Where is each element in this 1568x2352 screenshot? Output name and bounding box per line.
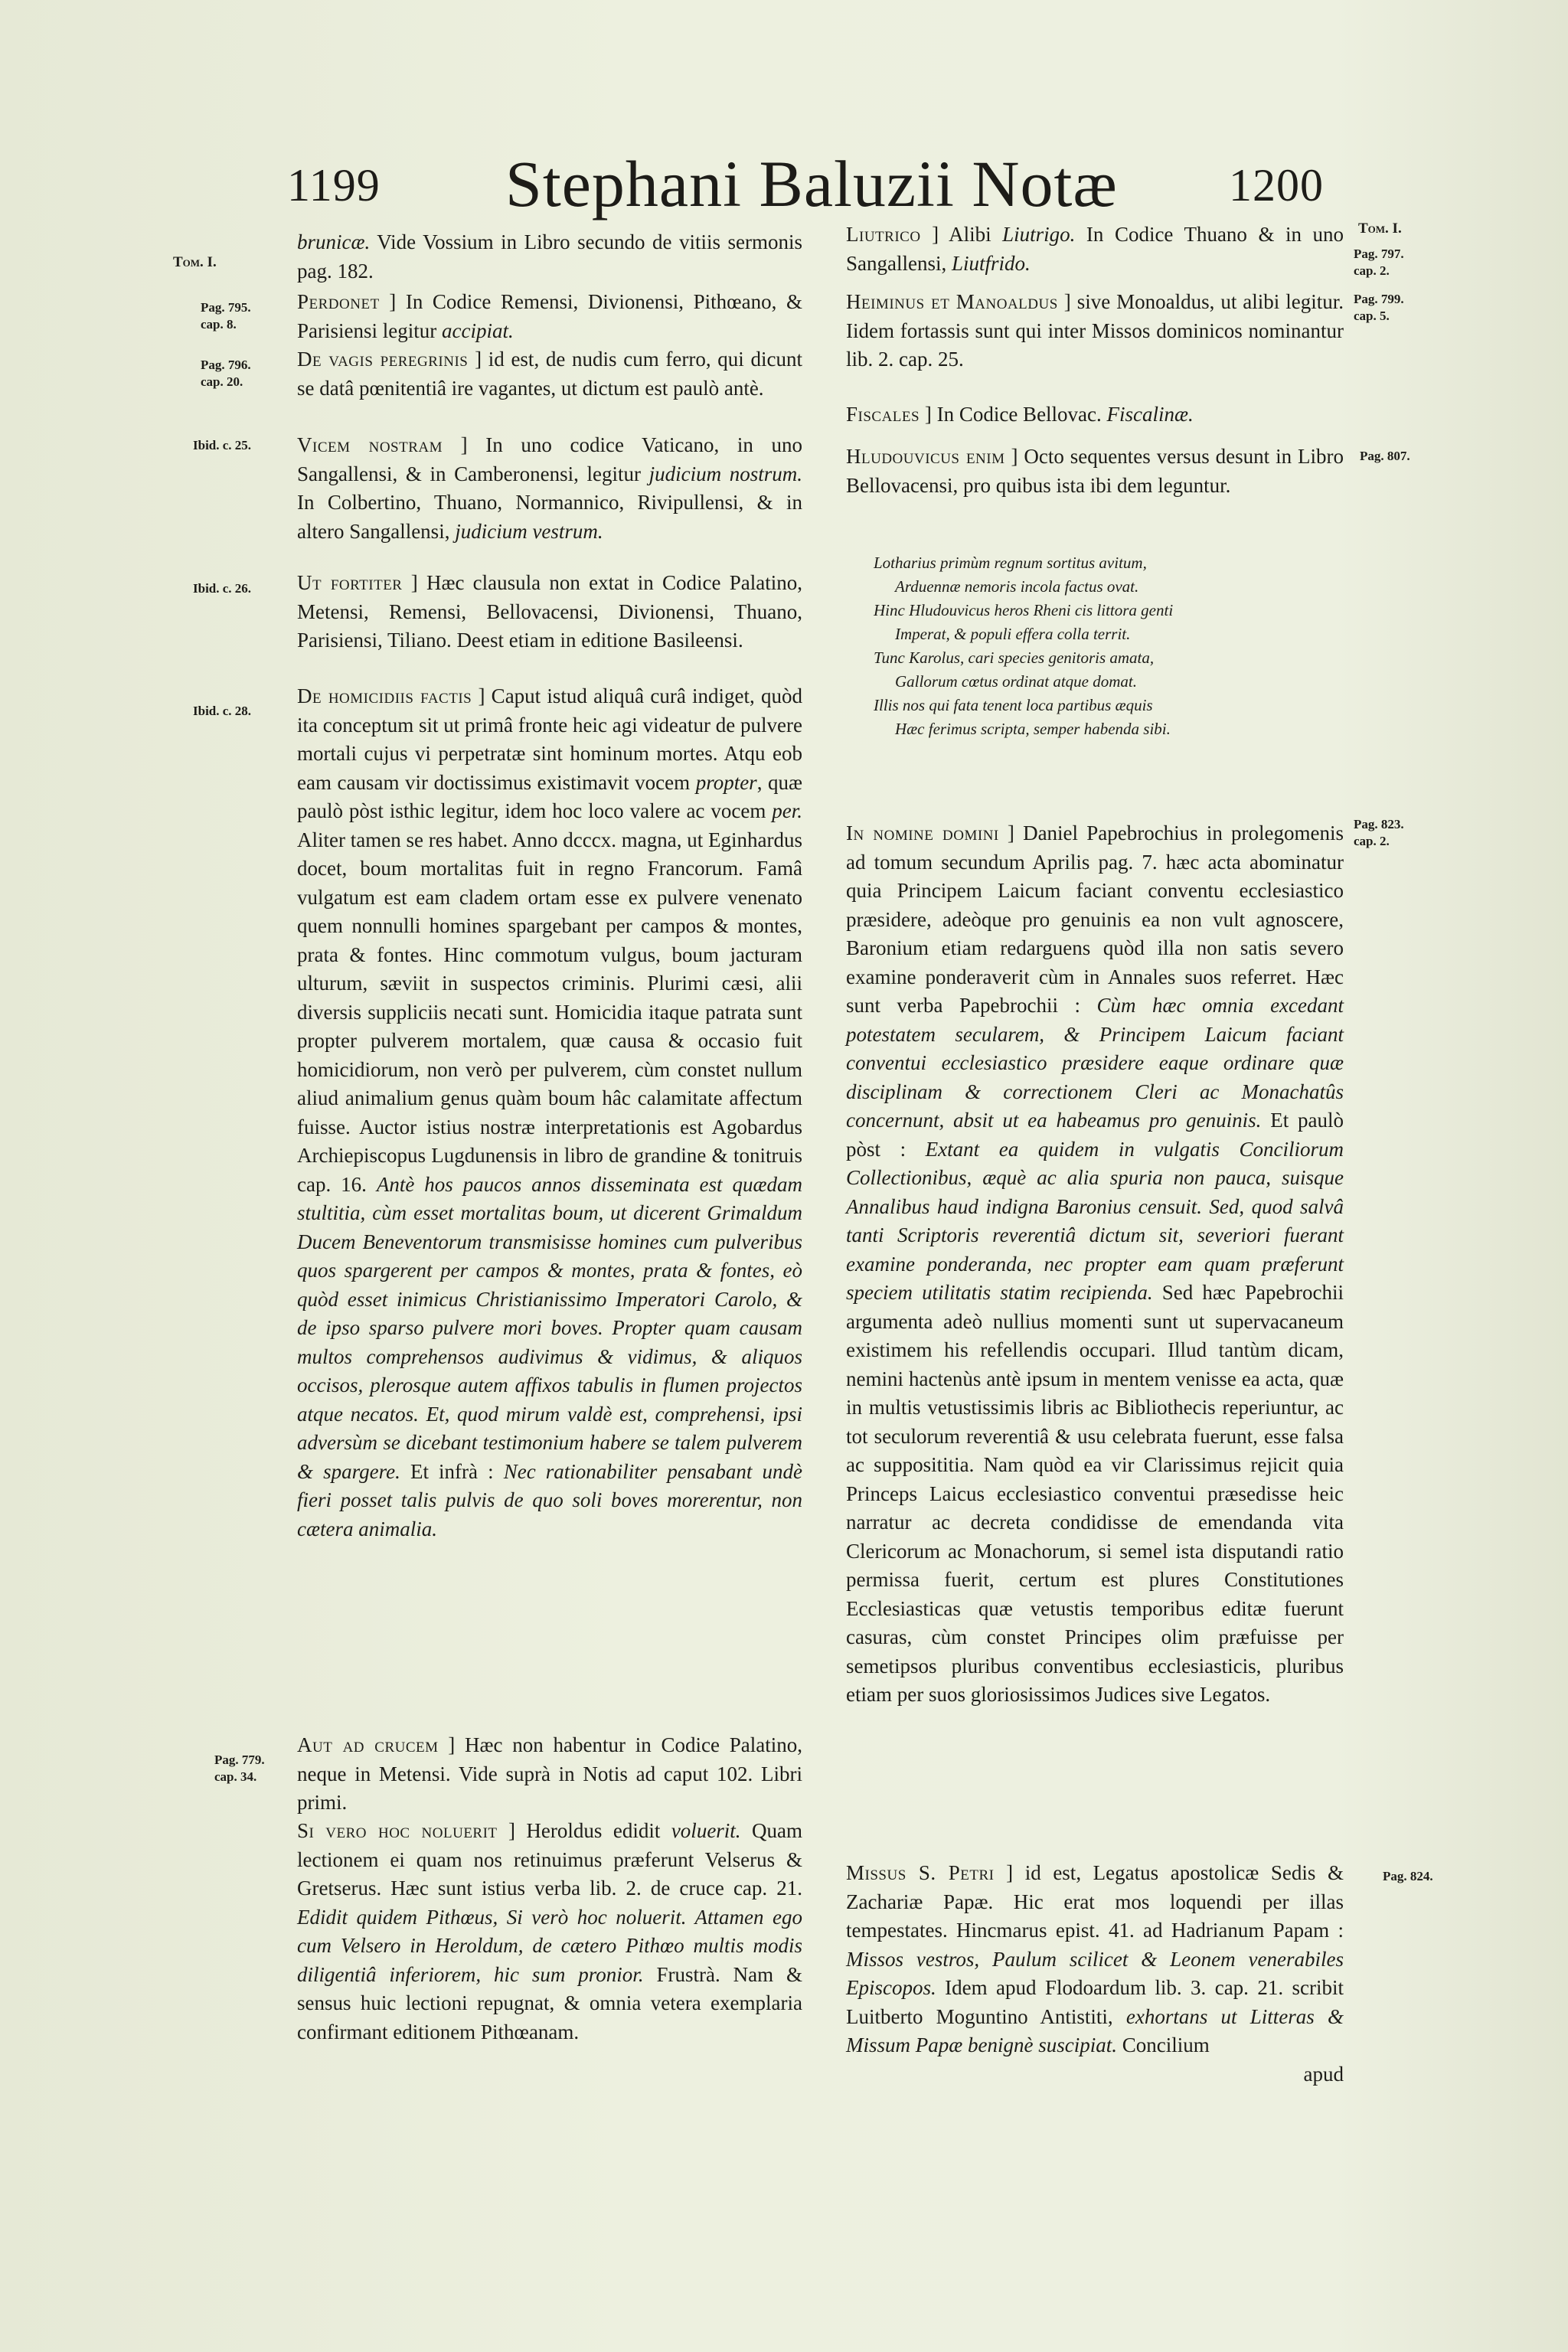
note-entry: Hludouvicus enim ] Octo sequentes versus desunt in Libro Bellovacensi, pro quibus ista ibi dem leguntur. xyxy=(846,445,1344,497)
margin-note: Pag. 807. xyxy=(1360,449,1410,463)
verse-line: Illis nos qui fata tenent loca partibus æquis xyxy=(874,696,1153,714)
margin-note: Ibid. c. 28. xyxy=(193,704,252,718)
margin-note: Pag. 823. cap. 2. xyxy=(1354,817,1404,848)
verse-line: Lotharius primùm regnum sortitus avitum, xyxy=(874,554,1147,572)
verse-line: Imperat, & populi effera colla territ. xyxy=(895,625,1131,643)
note-entry: Heiminus et Manoaldus ] sive Monoaldus, ut alibi legitur. Iidem fortassis sunt qui inter Missos dominicos nominantur lib. 2. cap. 25. xyxy=(846,290,1344,371)
note-entry: In nomine domini ] Daniel Papebrochius in prolegomenis ad tomum secundum Aprilis pag. 7. hæc acta abominatur quia Principem Laicum faciant conventu ecclesiastico præsidere, adeòque pro genuinis ea non vult agnoscere, Baronium etiam redarguens quòd illa non satis severo examine ponderaverit cùm in Annales suos referret. Hæc sunt verba Papebrochii : Cùm hæc omnia excedant potestatem secularem, & Principem Laicum faciant conventui ecclesiastico præsidere eaque ordinare quæ disciplinam & correctionem Cleri ac Monachatûs concernunt, absit ut ea habeamus pro genuinis. Et paulò pòst : Extant ea quidem in vulgatis Conciliorum Collectionibus, æquè ac alia spuria non pauca, suisque Annalibus haud indigna Baronius censuit. Sed, quod salvâ tanti Scriptoris reverentiâ dictum sit, severiori fuerant examine ponderanda, nec propter eam quam præferunt speciem utilitatis statim recipienda. Sed hæc Papebrochii argumenta adeò nullius momenti sunt ut supervacaneum existimem his refellendis occupari. Illud tantùm dicam, nemini hactenùs antè ipsum in mentem venisse ea acta, quæ in multis vetustissimis libris ac Bibliothecis reperiuntur, ac tot seculorum reverentiâ & usu celebrata fuerunt, esse falsa ac supposititia. Nam quòd ea vir Clarissimus rejicit quia Princeps Laicus ecclesiastico conventui præsedisse heic narratur ac decreta condidisse de emendanda vita Clericorum ac Monachorum, si semel ista disputandi ratio permissa fuerit, certum est plures Constitutiones Ecclesiasticas quæ vetustis temporibus editæ fuerunt casuras, cùm constet Principes olim præfuisse per semetipsos pluribus conventibus ecclesiasticis, pluribus etiam per suos gloriosissimos Judices sive Legatos. xyxy=(846,822,1344,1706)
margin-note: Pag. 799. cap. 5. xyxy=(1354,292,1404,323)
margin-note: Tom. I. xyxy=(173,254,217,270)
note-entry: Ut fortiter ] Hæc clausula non extat in Codice Palatino, Metensi, Remensi, Bellovacensi, Divionensi, Thuano, Parisiensi, Tiliano. Deest etiam in editione Basileensi. xyxy=(297,571,802,652)
verse-line: Arduennæ nemoris incola factus ovat. xyxy=(895,577,1139,596)
margin-note: Ibid. c. 25. xyxy=(193,438,252,452)
catchword: apud xyxy=(1303,2062,1344,2086)
margin-note: Pag. 797. cap. 2. xyxy=(1354,247,1404,278)
note-entry: Fiscales ] In Codice Bellovac. Fiscalinæ. xyxy=(846,403,1194,426)
verse-line: Tunc Karolus, cari species genitoris amata, xyxy=(874,648,1155,667)
note-entry: Aut ad crucem ] Hæc non habentur in Codice Palatino, neque in Metensi. Vide suprà in Notis ad caput 102. Libri primi. xyxy=(297,1733,802,1814)
note-entry: Si vero hoc noluerit ] Heroldus edidit voluerit. Quam lectionem ei quam nos retinuimus præferunt Velserus & Gretserus. Hæc sunt istius verba lib. 2. de cruce cap. 21. Edidit quidem Pithœus, Si verò hoc noluerit. Attamen ego cum Velsero in Heroldum, de cætero Pithœo multis modis diligentiâ inferiorem, hic sum pronior. Frustrà. Nam & sensus huic lectioni repugnat, & omnia vetera exemplaria confirmant editionem Pithœanam. xyxy=(297,1819,803,2043)
margin-note: Pag. 824. xyxy=(1383,1869,1433,1883)
note-entry: Vicem nostram ] In uno codice Vaticano, in uno Sangallensi, & in Camberonensi, legitur judicium nostrum. In Colbertino, Thuano, Normannico, Rivipullensi, & in altero Sangallensi, judicium vestrum. xyxy=(297,433,802,543)
margin-note: Ibid. c. 26. xyxy=(193,581,252,596)
margin-note: Pag. 796. cap. 20. xyxy=(201,358,251,389)
verse-line: Hæc ferimus scripta, semper habenda sibi. xyxy=(895,720,1171,738)
running-title: Stephani Baluzii Notæ xyxy=(505,147,1118,220)
note-entry: Perdonet ] In Codice Remensi, Divionensi, Pithœano, & Parisiensi legitur accipiat. xyxy=(297,290,802,342)
verse-line: Hinc Hludouvicus heros Rheni cis littora genti xyxy=(874,601,1174,619)
verse-block xyxy=(874,551,1333,741)
margin-note: Tom. I. xyxy=(1358,220,1402,237)
verse-line: Gallorum cœtus ordinat atque domat. xyxy=(895,672,1137,691)
note-entry: De homicidiis factis ] Caput istud aliquâ curâ indiget, quòd ita conceptum sit ut primâ fronte heic agi videatur de pulvere mortali cujus vi perpetratæ sint hominum mortes. Atqu eob eam causam vir doctissimus existimavit vocem propter, quæ paulò pòst isthic legitur, idem hoc loco valere ac vocem per. Aliter tamen se res habet. Anno dcccx. magna, ut Eginhardus docet, boum mortalitas fuit in regno Francorum. Famâ vulgatum est eam cladem ortam esse ex pulvere venenato quem nonnulli homines spargebant per campos & montes, prata & fontes. Hinc commotum vulgus, boum jacturam ulturum, sæviit in suspectos criminis. Plurimi cæsi, alii diversis suppliciis necati sunt. Homicidia itaque patrata sunt propter pulverem mortalem, quæ causa & occasio fuit homicidiorum, non verò per pulverem, cùm constet nullum aliud animalium genus quàm boum hâc calamitate affectum fuisse. Auctor istius nostræ interpretationis est Agobardus Archiepiscopus Lugdunensis in libro de grandine & tonitruis cap. 16. Antè hos paucos annos disseminata est quædam stultitia, cùm esset mortalitas boum, ut dicerent Grimaldum Ducem Beneventorum transmisisse homines cum pulveribus quos spargerent per campos & montes, prata & fontes, eò quòd esset inimicus Christianissimo Imperatori Carolo, & de ipso sparso pulvere mori boves. Propter quam causam multos comprehensos audivimus & vidimus, & aliquos occisos, plerosque autem affixos tabulis in flumen projectos atque necatos. Et, quod mirum valdè est, comprehensi, ipsi adversùm se dicebant testimonium habere se talem pulverem & spargere. Et infrà : Nec rationabiliter pensabant undè fieri posset talis pulvis de quo soli boves morerentur, non cætera animalia. xyxy=(297,684,803,1540)
margin-note: Pag. 795. cap. 8. xyxy=(201,300,251,332)
note-entry: Missus S. Petri ] id est, Legatus apostolicæ Sedis & Zachariæ Papæ. Hic erat mos loquendi per illas tempestates. Hincmarus epist. 41. ad Hadrianum Papam : Missos vestros, Paulum scilicet & Leonem venerabiles Episcopos. Idem apud Flodoardum lib. 3. cap. 21. scribit Luitberto Moguntino Antistiti, exhortans ut Litteras & Missum Papæ benignè suscipiat. Concilium apud xyxy=(846,1859,1344,2089)
note-entry: brunicæ. Vide Vossium in Libro secundo de vitiis sermonis pag. 182. xyxy=(297,230,802,283)
page-number-left: 1199 xyxy=(287,160,381,211)
margin-note: Pag. 779. cap. 34. xyxy=(214,1753,265,1784)
note-entry: Liutrico ] Alibi Liutrigo. In Codice Thuano & in uno Sangallensi, Liutfrido. xyxy=(846,223,1344,275)
note-entry: De vagis peregrinis ] id est, de nudis cum ferro, qui dicunt se datâ pœnitentiâ ire vagantes, ut dictum est paulò antè. xyxy=(297,348,802,400)
page-number-right: 1200 xyxy=(1229,160,1324,211)
